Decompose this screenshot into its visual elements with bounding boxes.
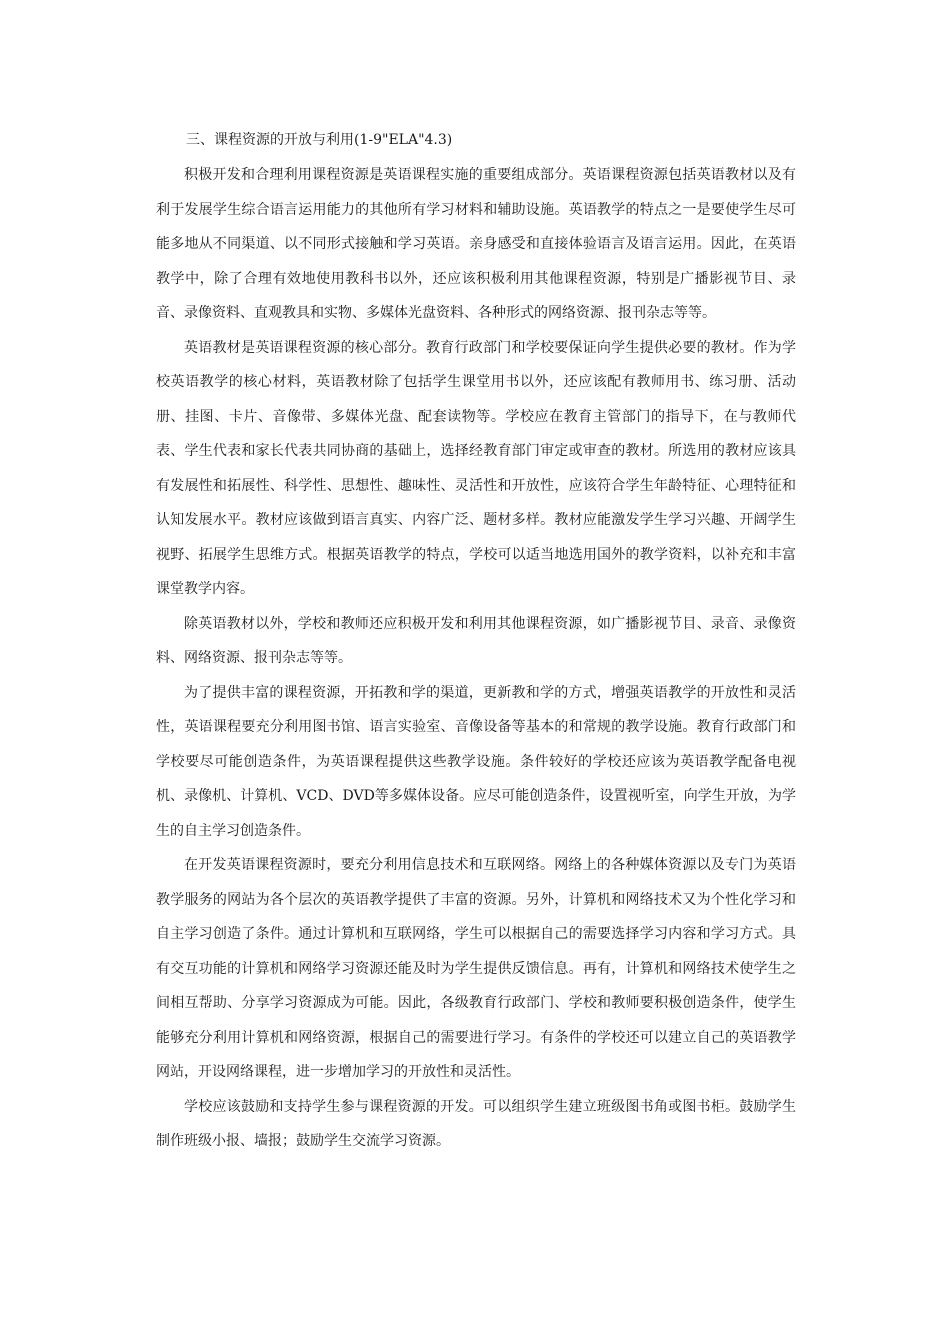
paragraph-1: 积极开发和合理利用课程资源是英语课程实施的重要组成部分。英语课程资源包括英语教材以及有利于发展学生综合语言运用能力的其他所有学习材料和辅助设施。英语教学的特点之一是要使学生尽可能多地从不同渠道、以不同形式接触和学习英语。亲身感受和直接体验语言及语言运用。因此，在英语教学中，除了合理有效地使用教科书以外，还应该积极利用其他课程资源，特别是广播影视节目、录音、录像资料、直观教具和实物、多媒体光盘资料、各种形式的网络资源、报刊杂志等等。: [156, 167, 796, 321]
paragraph-3: 除英语教材以外，学校和教师还应积极开发和利用其他课程资源，如广播影视节目、录音、录像资料、网络资源、报刊杂志等等。: [156, 615, 796, 666]
paragraph-4: 为了提供丰富的课程资源，开拓教和学的渠道，更新教和学的方式，增强英语教学的开放性和灵活性，英语课程要充分利用图书馆、语言实验室、音像设备等基本的和常规的教学设施。教育行政部门和学校要尽可能创造条件，为英语课程提供这些教学设施。条件较好的学校还应该为英语教学配备电视机、录像机、计算机、VCD、DVD等多媒体设备。应尽可能创造条件，设置视听室，向学生开放，为学生的自主学习创造条件。: [156, 684, 796, 839]
paragraph-5: 在开发英语课程资源时，要充分利用信息技术和互联网络。网络上的各种媒体资源以及专门为英语教学服务的网站为各个层次的英语教学提供了丰富的资源。另外，计算机和网络技术又为个性化学习和自主学习创造了条件。通过计算机和互联网络，学生可以根据自己的需要选择学习内容和学习方式。具有交互功能的计算机和网络学习资源还能及时为学生提供反馈信息。再有，计算机和网络技术使学生之间相互帮助、分享学习资源成为可能。因此，各级教育行政部门、学校和教师要积极创造条件，使学生能够充分利用计算机和网络资源，根据自己的需要进行学习。有条件的学校还可以建立自己的英语教学网站，开设网络课程，进一步增加学习的开放性和灵活性。: [156, 857, 796, 1080]
paragraph-6: 学校应该鼓励和支持学生参与课程资源的开发。可以组织学生建立班级图书角或图书柜。鼓励学生制作班级小报、墙报；鼓励学生交流学习资源。: [156, 1098, 796, 1149]
document-body: [156, 122, 796, 1159]
section-heading: 三、课程资源的开放与利用(1-9"ELA"4.3): [186, 132, 453, 148]
paragraph-2: 英语教材是英语课程资源的核心部分。教育行政部门和学校要保证向学生提供必要的教材。作为学校英语教学的核心材料，英语教材除了包括学生课堂用书以外，还应该配有教师用书、练习册、活动册、挂图、卡片、音像带、多媒体光盘、配套读物等。学校应在教育主管部门的指导下，在与教师代表、学生代表和家长代表共同协商的基础上，选择经教育部门审定或审查的教材。所选用的教材应该具有发展性和拓展性、科学性、思想性、趣味性、灵活性和开放性，应该符合学生年龄特征、心理特征和认知发展水平。教材应该做到语言真实、内容广泛、题材多样。教材应能激发学生学习兴趣、开阔学生视野、拓展学生思维方式。根据英语教学的特点，学校可以适当地选用国外的教学资料，以补充和丰富课堂教学内容。: [156, 339, 796, 597]
